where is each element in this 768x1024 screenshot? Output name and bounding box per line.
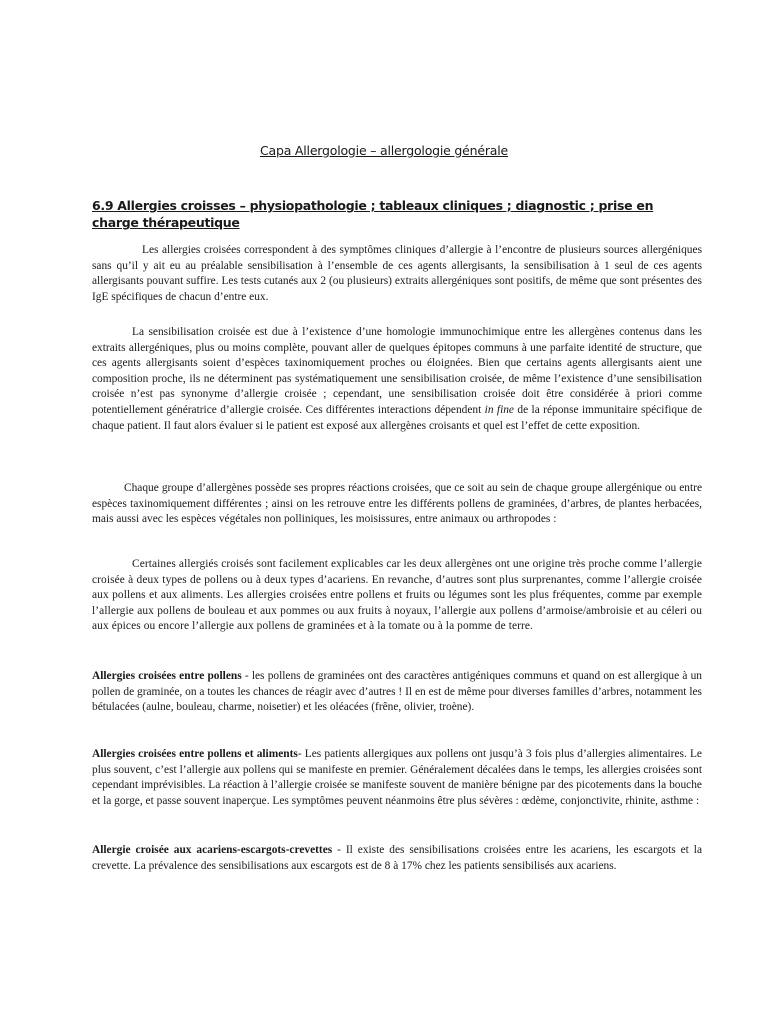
paragraph-groupes-allergenes: Chaque groupe d’allergènes possède ses propres réactions croisées, que ce soit au sein de chaque groupe allergénique ou entre espèces taxinomiquement différentes ; ainsi on les retrouve entre les différents pollens de graminées, d’arbres, de plantes herbacées, mais aussi avec les espèces végétales non polliniques, les moisissures, entre animaux ou arthropodes : — [92, 482, 702, 526]
paragraph-lead: Allergie croisée aux acariens-escargots-crevettes — [92, 844, 333, 856]
paragraph-acariens-escargots-crevettes — [92, 843, 702, 874]
paragraph-allergies-pollens-aliments — [92, 747, 702, 809]
paragraph-exemples-allergies-croisees: Certaines allergiés croisés sont facilement explicables car les deux allergènes ont une origine très proche comme l’allergie croisée à deux types de pollens ou à deux types d’acariens. En revanche, d’autres sont plus surprenantes, comme l’allergie croisée aux pollens et aux aliments. Les allergies croisées entre pollens et fruits ou légumes sont les plus fréquentes, comme par exemple l’allergie aux pollens de bouleau et aux pommes ou aux fruits à noyaux, l’allergie aux pollens d’armoise/ambroisie et au céleri ou aux épices ou encore l’allergie aux pollens de graminées et à la tomate ou à la pomme de terre. — [92, 558, 702, 633]
paragraph-text: - Les patients allergiques aux pollens ont jusqu’à 3 fois plus d’allergies alimentaires. Le plus souvent, c’est l’allergie aux pollens qui se manifeste en premier. Généralement décalées dans le temps, les allergies croisées sont cependant imprévisibles. La réaction à l’allergie croisée se manifeste souvent de manière bénigne par des picotements dans la bouche et la gorge, et passe souvent inaperçue. Les symptômes peuvent néanmoins être plus sévères : œdème, conjonctivite, rhinite, asthme : — [92, 748, 702, 807]
paragraph-allergies-pollens — [92, 669, 702, 716]
paragraph-sensibilisation-croisee — [92, 325, 702, 434]
paragraph-allergies-croisees-definition: Les allergies croisées correspondent à des symptômes cliniques d’allergie à l’encontre de plusieurs sources allergéniques sans qu’il y ait eu au préalable sensibilisation à l’ensemble de ces agents allergisants, la sensibilisation à 1 seul de ces agents allergisants pouvant suffire. Les tests cutanés aux 2 (ou plusieurs) extraits allergéniques sont positifs, de même que sont présentes des IgE spécifiques de chacun d’entre eux. — [92, 244, 702, 303]
paragraph-text: - Il existe des sensibilisations croisées entre les acariens, les escargots et la crevette. La prévalence des sensibilisations aux escargots est de 8 à 17% chez les patients sensibilisés aux acariens. — [92, 844, 702, 872]
paragraph-text: La sensibilisation croisée est due à l’existence d’une homologie immunochimique entre les allergènes contenus dans les extraits allergéniques, plus ou moins complète, pouvant aller de quelques épitopes communs à une parfaite identité de structure, que ces agents allergisants soient d’espèces taxinomiquement proches ou éloignées. Bien que certains agents allergisants aient une composition proche, ils ne déterminent pas systématiquement une sensibilisation croisée, de même l’existence d’une sensibilisation croisée n’est pas synonyme d’allergie croisée ; cependant, une sensibilisation croisée doit être considérée à priori comme potentiellement génératrice d’allergie croisée. Ces différentes interactions dépendent — [92, 326, 702, 416]
section-heading: 6.9 Allergies croisses – physiopathologie ; tableaux cliniques ; diagnostic ; prise en charge thérapeutique — [92, 198, 654, 230]
italic-term: in fine — [484, 403, 514, 416]
paragraph-text: de la réponse immunitaire spécifique de chaque patient. Il faut alors évaluer si le patient est exposé aux allergènes croisants et quel est l’effet de cette exposition. — [92, 403, 702, 432]
paragraph-text: - les pollens de graminées ont des caractères antigéniques communs et quand on est allergique à un pollen de graminée, on a toutes les chances de réagir avec d’autres ! Il en est de même pour diverses familles d’arbres, notamment les bétulacées (aulne, bouleau, charme, noisetier) et les oléacées (frêne, olivier, troène). — [92, 670, 702, 714]
paragraph-lead: Allergies croisées entre pollens et aliments — [92, 748, 298, 760]
document-title: Capa Allergologie – allergologie générale — [259, 143, 509, 158]
paragraph-lead: Allergies croisées entre pollens — [92, 670, 242, 682]
